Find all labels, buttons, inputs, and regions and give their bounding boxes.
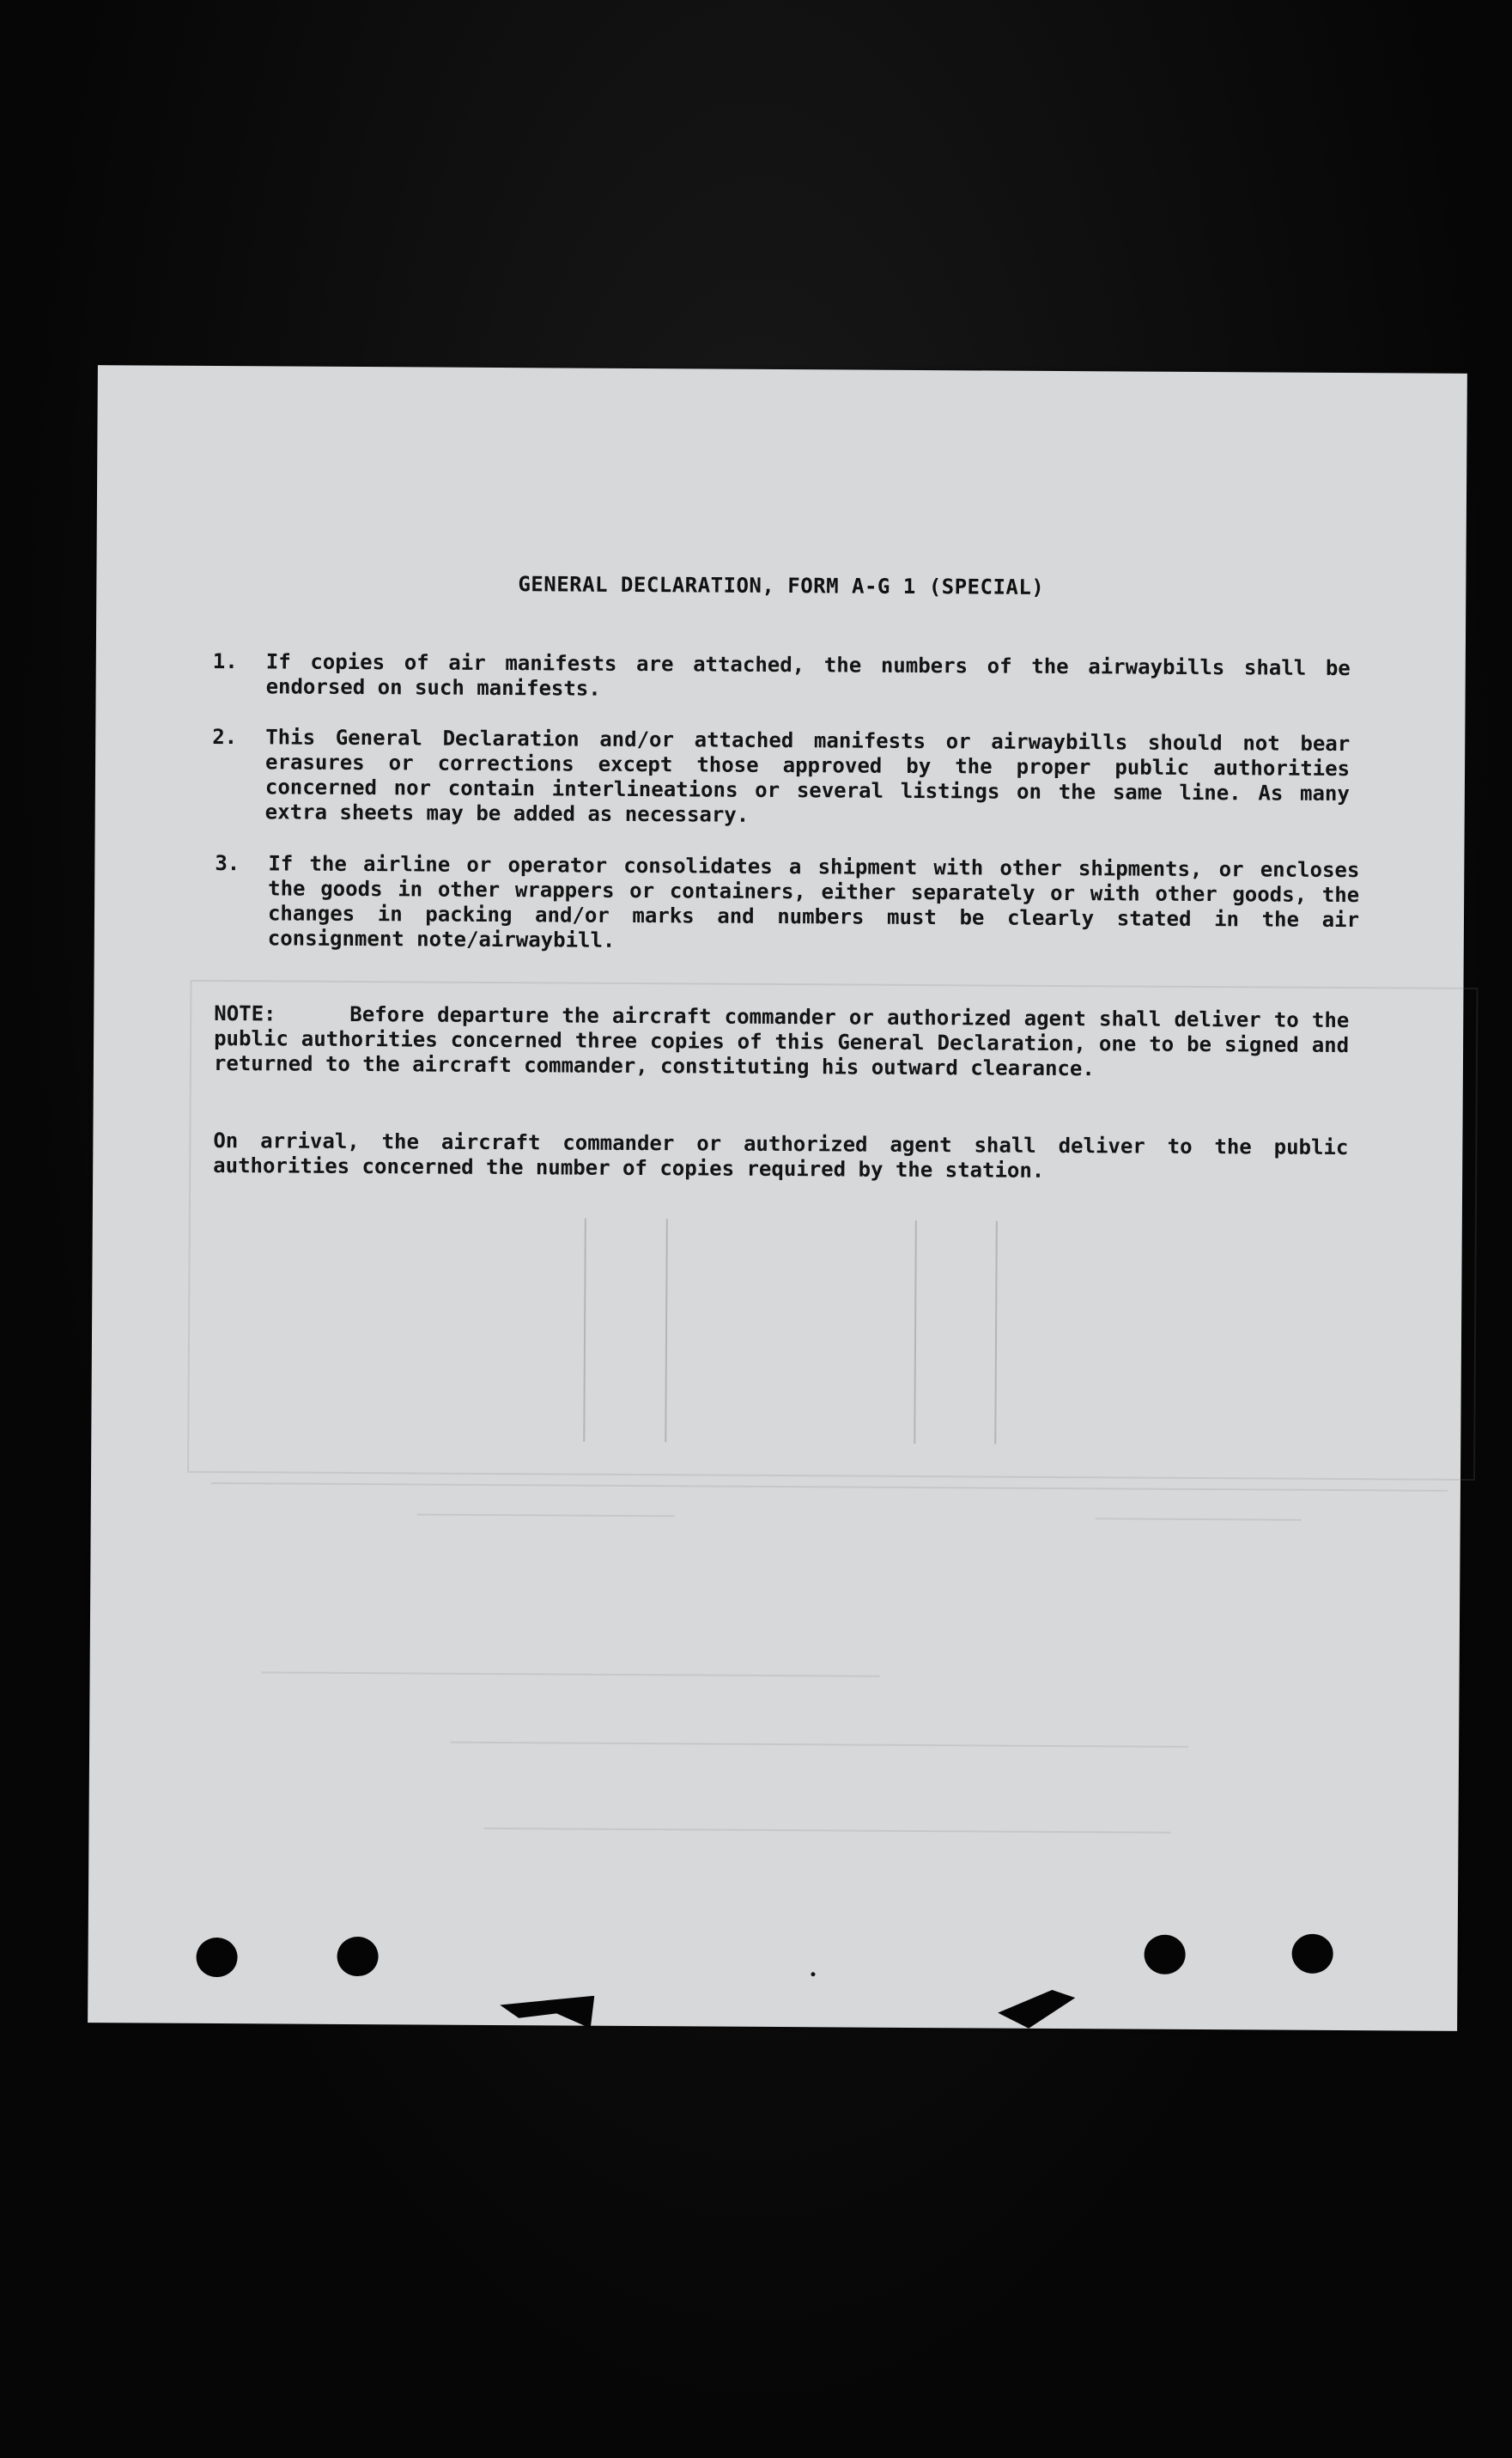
item-text: If the airline or operator consolidates a shipment with other shipments, or encloses the goods in other wrappers or containers, either separately or with other goods, the changes in packing and/or marks and numbers must be clearly stated in the air consignment note/airwaybill. xyxy=(267,851,1360,952)
item-text: If copies of air manifests are attached, the numbers of the airwaybills shall be endorsed on such manifests. xyxy=(265,649,1351,701)
punch-hole xyxy=(1144,1935,1185,1974)
punch-hole xyxy=(337,1937,378,1976)
bleed-through-rule xyxy=(417,1513,675,1517)
item-text: This General Declaration and/or attached manifests or airwaybills should not bear erasures or corrections except those approved by the proper public authorities concerned nor contain interlineations or several listings on the same line. As many extra sheets may be added as necessary. xyxy=(264,725,1351,827)
punch-hole xyxy=(1291,1934,1333,1974)
bleed-through-rule xyxy=(484,1828,1171,1834)
bleed-through-rule xyxy=(262,1671,880,1676)
bleed-through-rule xyxy=(1096,1518,1302,1520)
list-item xyxy=(212,725,1351,835)
bleed-through-rule xyxy=(450,1742,1188,1748)
document-page xyxy=(88,365,1467,2031)
note-paragraph xyxy=(214,1001,1350,1083)
torn-edge xyxy=(998,1990,1075,2029)
note-label: NOTE: xyxy=(214,1001,276,1026)
punch-hole xyxy=(196,1938,237,1977)
list-item xyxy=(215,851,1360,961)
document-title: GENERAL DECLARATION, FORM A-G 1 (SPECIAL) xyxy=(518,572,1045,599)
arrival-paragraph: On arrival, the aircraft commander or authorized agent shall deliver to the public authorities concerned the number of copies required by the station. xyxy=(213,1128,1349,1183)
note-text: Before departure the aircraft commander or authorized agent shall deliver to the public authorities concerned three copies of this General Declaration, one to be signed and returned to the aircraft commander, constituting his outward clearance. xyxy=(213,1001,1350,1081)
list-item xyxy=(213,649,1351,708)
item-number: 1. xyxy=(212,648,238,674)
item-number: 3. xyxy=(215,850,240,876)
torn-edge xyxy=(500,1995,594,2029)
bleed-through-rule xyxy=(211,1482,1448,1492)
item-number: 2. xyxy=(212,724,238,750)
ink-speck xyxy=(811,1972,815,1976)
